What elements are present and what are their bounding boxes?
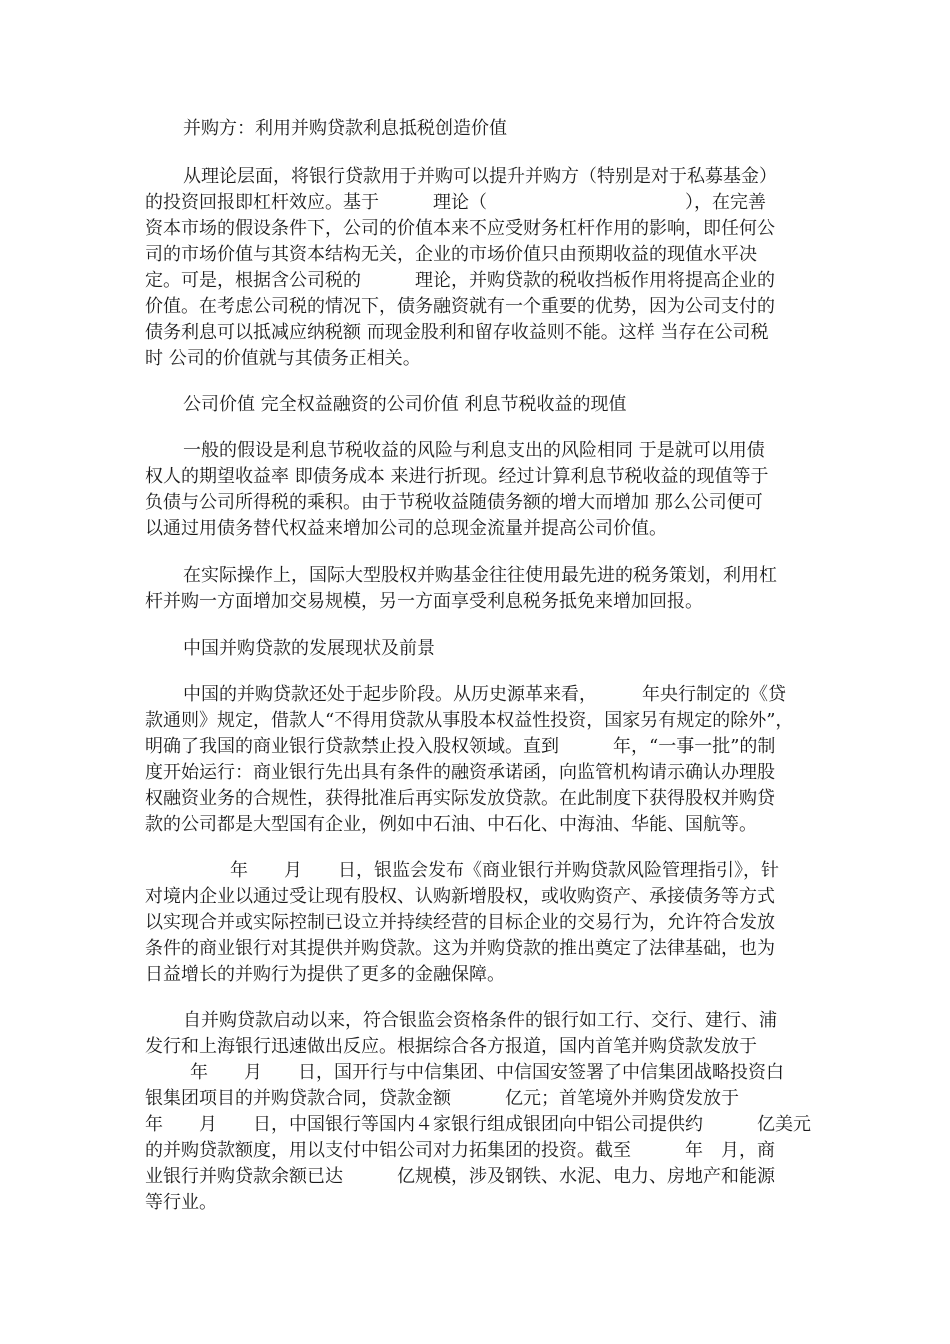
section-heading: 并购方：利用并购贷款利息抵税创造价值 <box>183 118 507 139</box>
paragraph-line: 款的公司都是大型国有企业，例如中石油、中石化、中海油、华能、国航等。 <box>145 814 757 835</box>
paragraph-line: 在实际操作上，国际大型股权并购基金往往使用最先进的税务策划，利用杠 <box>183 565 777 586</box>
paragraph-line: 从理论层面，将银行贷款用于并购可以提升并购方（特别是对于私募基金） <box>183 166 777 187</box>
paragraph-line: 以实现合并或实际控制已设立并持续经营的目标企业的交易行为，允许符合发放 <box>145 912 775 933</box>
paragraph-line: 银集团项目的并购贷款合同，贷款金额 亿元；首笔境外并购贷发放于 <box>145 1088 739 1109</box>
paragraph-line: 权融资业务的合规性，获得批准后再实际发放贷款。在此制度下获得股权并购贷 <box>145 788 775 809</box>
paragraph-line: 日益增长的并购行为提供了更多的金融保障。 <box>145 964 505 985</box>
section-heading: 中国并购贷款的发展现状及前景 <box>183 638 435 659</box>
paragraph-line: 司的市场价值与其资本结构无关，企业的市场价值只由预期收益的现值水平决 <box>145 244 757 265</box>
paragraph-line: 自并购贷款启动以来，符合银监会资格条件的银行如工行、交行、建行、浦 <box>183 1010 777 1031</box>
paragraph-line: 债务利息可以抵减应纳税额 而现金股利和留存收益则不能。这样 当存在公司税 <box>145 322 769 343</box>
paragraph-line: 度开始运行：商业银行先出具有条件的融资承诺函，向监管机构请示确认办理股 <box>145 762 775 783</box>
paragraph-line: 对境内企业以通过受让现有股权、认购新增股权，或收购资产、承接债务等方式 <box>145 886 775 907</box>
paragraph-line: 以通过用债务替代权益来增加公司的总现金流量并提高公司价值。 <box>145 518 667 539</box>
paragraph-line: 时 公司的价值就与其债务正相关。 <box>145 348 421 369</box>
paragraph-line: 一般的假设是利息节税收益的风险与利息支出的风险相同 于是就可以用债 <box>183 440 765 461</box>
paragraph-line: 资本市场的假设条件下，公司的价值本来不应受财务杠杆作用的影响，即任何公 <box>145 218 775 239</box>
paragraph-line: 的并购贷款额度，用以支付中铝公司对力拓集团的投资。截至 年 月，商 <box>145 1140 775 1161</box>
paragraph-line: 负债与公司所得税的乘积。由于节税收益随债务额的增大而增加 那么公司便可 <box>145 492 763 513</box>
paragraph-line: 年 月 日，国开行与中信集团、中信国安签署了中信集团战略投资白 <box>190 1062 784 1083</box>
paragraph-line: 条件的商业银行对其提供并购贷款。这为并购贷款的推出奠定了法律基础，也为 <box>145 938 775 959</box>
paragraph-line: 明确了我国的商业银行贷款禁止投入股权领域。直到 年，“一事一批”的制 <box>145 736 776 757</box>
paragraph-line: 等行业。 <box>145 1192 217 1213</box>
paragraph-line: 年 月 日，银监会发布《商业银行并购贷款风险管理指引》，针 <box>230 860 779 881</box>
paragraph-line: 杆并购一方面增加交易规模，另一方面享受利息税务抵免来增加回报。 <box>145 591 703 612</box>
paragraph-line: 业银行并购贷款余额已达 亿规模，涉及钢铁、水泥、电力、房地产和能源 <box>145 1166 775 1187</box>
paragraph-line: 权人的期望收益率 即债务成本 来进行折现。经过计算利息节税收益的现值等于 <box>145 466 769 487</box>
paragraph-line: 发行和上海银行迅速做出反应。根据综合各方报道，国内首笔并购贷款发放于 <box>145 1036 757 1057</box>
paragraph-line: 款通则》规定，借款人“不得用贷款从事股本权益性投资，国家另有规定的除外”， <box>145 710 794 731</box>
paragraph-line: 年 月 日，中国银行等国内４家银行组成银团向中铝公司提供约 亿美元 <box>145 1114 811 1135</box>
paragraph-line: 定。可是，根据含公司税的 理论，并购贷款的税收挡板作用将提高企业的 <box>145 270 775 291</box>
paragraph-line: 的投资回报即杠杆效应。基于 理论（ ），在完善 <box>145 192 766 213</box>
paragraph-line: 中国的并购贷款还处于起步阶段。从历史源革来看， 年央行制定的《贷 <box>183 684 786 705</box>
paragraph-line: 价值。在考虑公司税的情况下，债务融资就有一个重要的优势，因为公司支付的 <box>145 296 775 317</box>
formula-line: 公司价值 完全权益融资的公司价值 利息节税收益的现值 <box>183 394 627 415</box>
